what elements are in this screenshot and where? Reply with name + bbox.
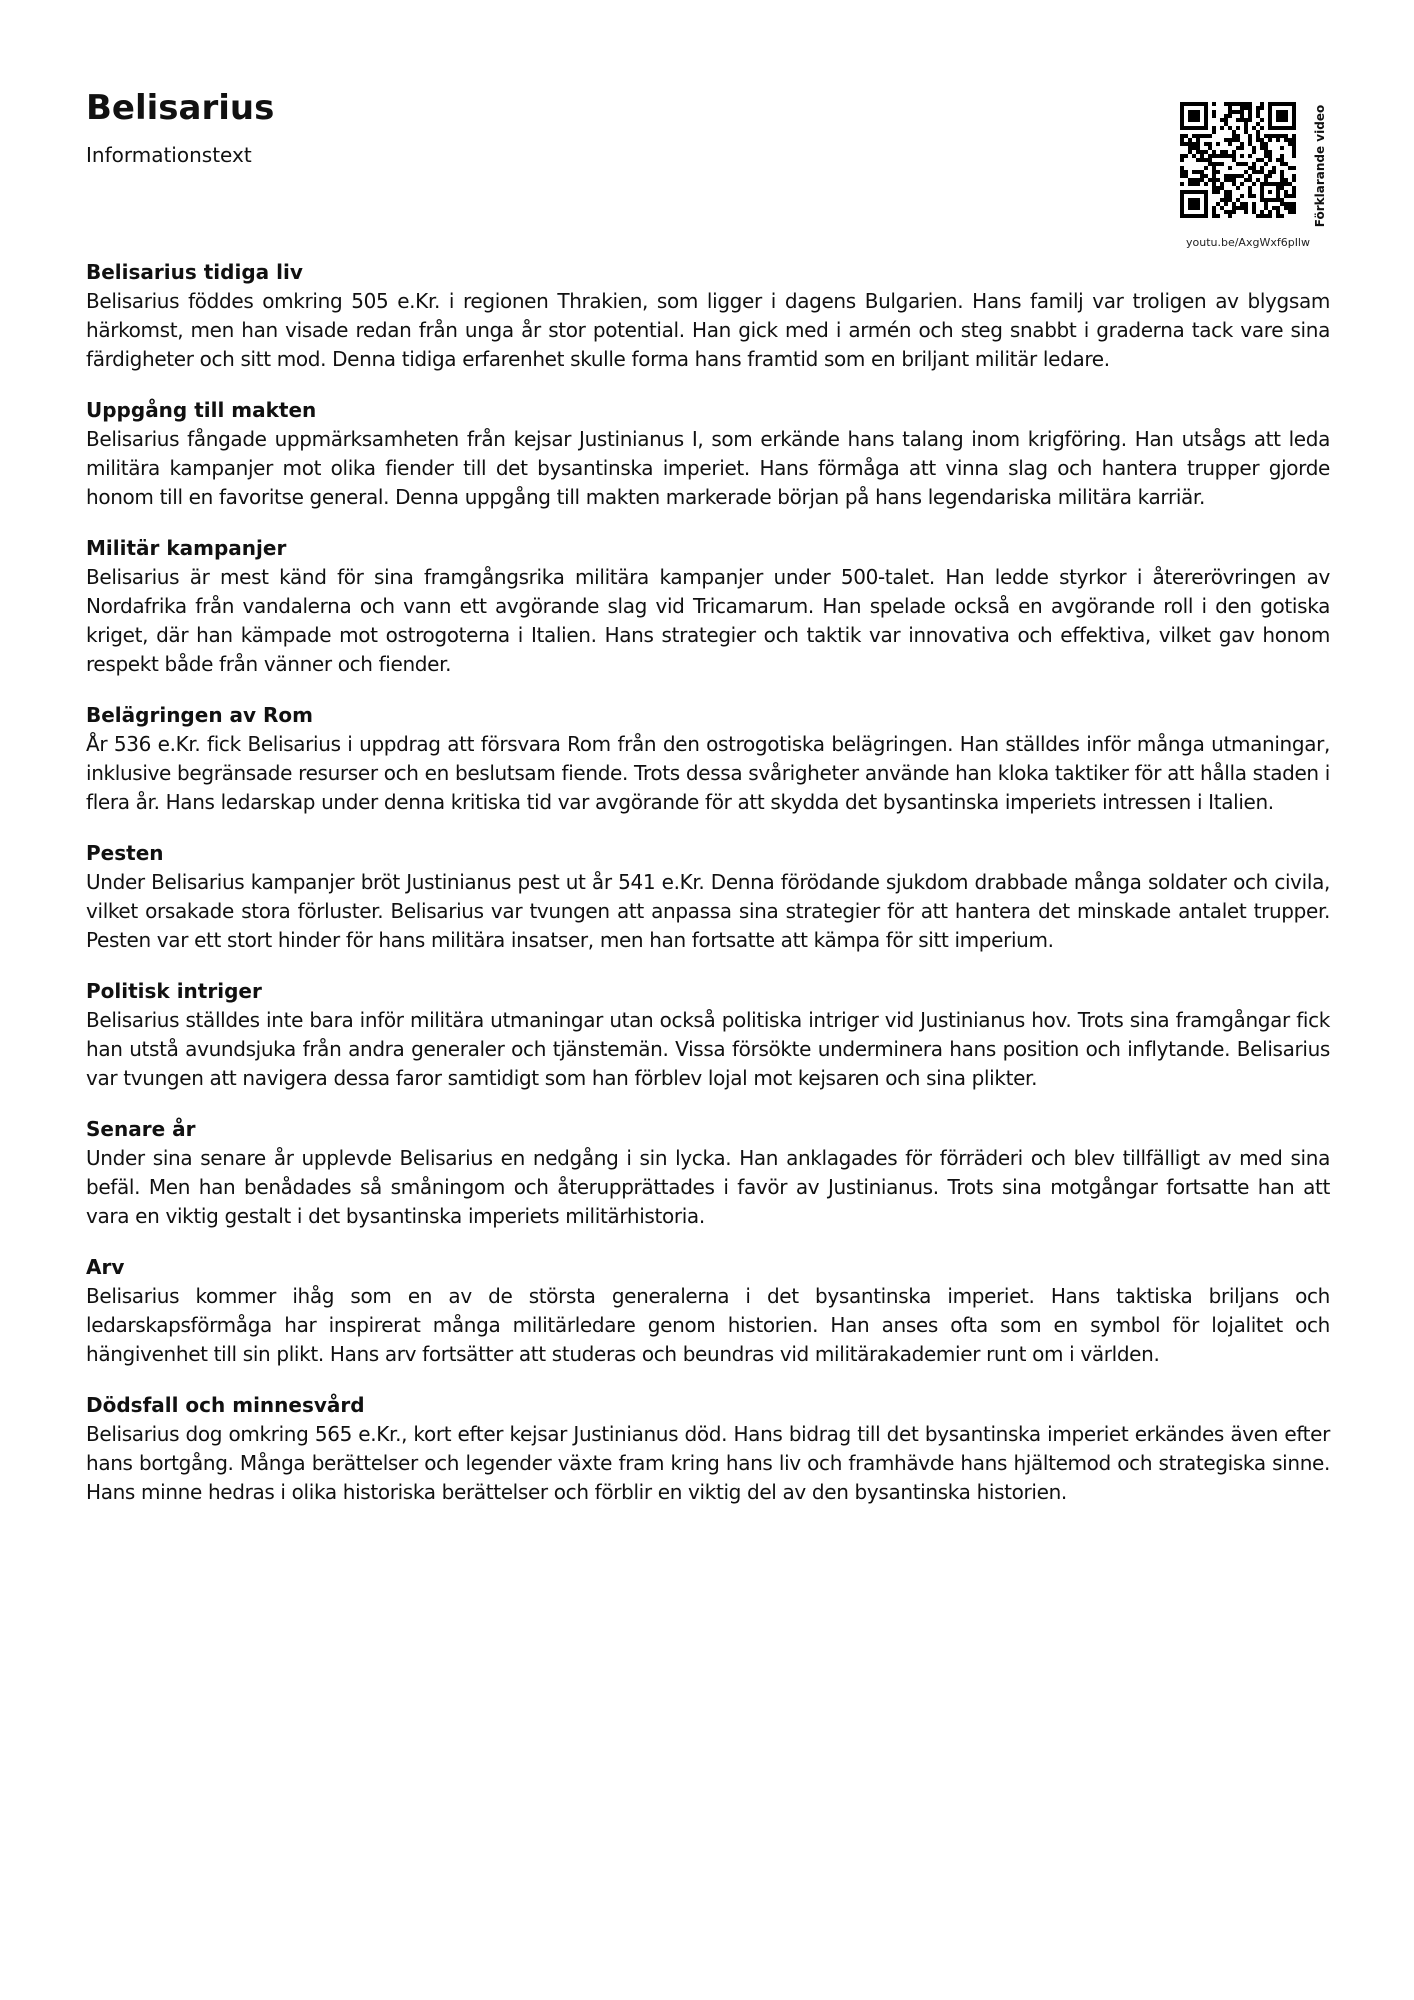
section-text: Belisarius dog omkring 565 e.Kr., kort efter kejsar Justinianus död. Hans bidrag till det bysantinska imperiet erkändes även efter hans bortgång. Många berättelser och legender växte fram kring hans liv och framhävde hans hjältemod och strategiska sinne. Hans minne hedras i olika historiska berättelser och förblir en viktig del av den bysantinska historien.	[86, 1422, 1330, 1504]
section-political-intrigue	[86, 977, 1330, 1093]
section-heading: Uppgång till makten	[86, 398, 317, 422]
qr-code-icon[interactable]	[1180, 102, 1296, 218]
page-subtitle: Informationstext	[86, 143, 252, 167]
section-text: Belisarius föddes omkring 505 e.Kr. i regionen Thrakien, som ligger i dagens Bulgarien. Hans familj var troligen av blygsam härkomst, men han visade redan från unga år stor potential. Han gick med i armén och steg snabbt i graderna tack vare sina färdigheter och sitt mod. Denna tidiga erfarenhet skulle forma hans framtid som en briljant militär ledare.	[86, 289, 1330, 371]
section-text: Under sina senare år upplevde Belisarius en nedgång i sin lycka. Han anklagades för förräderi och blev tillfälligt av med sina befäl. Men han benådades så småningom och återupprättades i favör av Justinianus. Trots sina motgångar fortsatte han att vara en viktig gestalt i det bysantinska imperiets militärhistoria.	[86, 1146, 1330, 1228]
section-heading: Senare år	[86, 1117, 196, 1141]
qr-block	[1168, 96, 1327, 256]
section-text: Belisarius kommer ihåg som en av de största generalerna i det bysantinska imperiet. Hans taktiska briljans och ledarskapsförmåga har inspirerat många militärledare genom historien. Han anses ofta som en symbol för lojalitet och hängivenhet till sin plikt. Hans arv fortsätter att studeras och beundras vid militärakademier runt om i världen.	[86, 1284, 1330, 1366]
section-text: Belisarius ställdes inte bara inför militära utmaningar utan också politiska intriger vid Justinianus hov. Trots sina framgångar fick han utstå avundsjuka från andra generaler och tjänstemän. Vissa försökte underminera hans position och inflytande. Belisarius var tvungen att navigera dessa faror samtidigt som han förblev lojal mot kejsaren och sina plikter.	[86, 1008, 1330, 1090]
section-death-and-memory	[86, 1391, 1330, 1507]
video-label	[1310, 96, 1330, 236]
section-heading: Belisarius tidiga liv	[86, 260, 303, 284]
section-legacy	[86, 1253, 1330, 1369]
section-early-life	[86, 258, 1330, 374]
section-heading: Pesten	[86, 841, 164, 865]
page-title: Belisarius	[86, 88, 275, 128]
section-military-campaigns	[86, 534, 1330, 679]
section-text: Under Belisarius kampanjer bröt Justinianus pest ut år 541 e.Kr. Denna förödande sjukdom drabbade många soldater och civila, vilket orsakade stora förluster. Belisarius var tvungen att anpassa sina strategier för att hantera det minskade antalet trupper. Pesten var ett stort hinder för hans militära insatser, men han fortsatte att kämpa för sitt imperium.	[86, 870, 1330, 952]
section-text: Belisarius fångade uppmärksamheten från kejsar Justinianus I, som erkände hans talang inom krigföring. Han utsågs att leda militära kampanjer mot olika fiender till det bysantinska imperiet. Hans förmåga att vinna slag och hantera trupper gjorde honom till en favoritse general. Denna uppgång till makten markerade början på hans legendariska militära karriär.	[86, 427, 1330, 509]
section-rise-to-power	[86, 396, 1330, 512]
section-text: Belisarius är mest känd för sina framgångsrika militära kampanjer under 500-talet. Han ledde styrkor i återerövringen av Nordafrika från vandalerna och vann ett avgörande slag vid Tricamarum. Han spelade också en avgörande roll i den gotiska kriget, där han kämpade mot ostrogoterna i Italien. Hans strategier och taktik var innovativa och effektiva, vilket gav honom respekt både från vänner och fiender.	[86, 565, 1330, 676]
section-heading: Arv	[86, 1255, 125, 1279]
section-later-years	[86, 1115, 1330, 1231]
section-heading: Belägringen av Rom	[86, 703, 313, 727]
section-plague	[86, 839, 1330, 955]
section-heading: Politisk intriger	[86, 979, 262, 1003]
main-content	[86, 258, 1330, 1529]
section-siege-of-rome	[86, 701, 1330, 817]
video-label-text: Förklarande video	[1313, 104, 1327, 228]
section-heading: Dödsfall och minnesvård	[86, 1393, 365, 1417]
section-text: År 536 e.Kr. fick Belisarius i uppdrag att försvara Rom från den ostrogotiska belägringen. Han ställdes inför många utmaningar, inklusive begränsade resurser och en beslutsam fiende. Trots dessa svårigheter använde han kloka taktiker för att hålla staden i flera år. Hans ledarskap under denna kritiska tid var avgörande för att skydda det bysantinska imperiets intressen i Italien.	[86, 732, 1330, 814]
video-link[interactable]: youtu.be/AxgWxf6pIlw	[1185, 236, 1310, 249]
section-heading: Militär kampanjer	[86, 536, 287, 560]
